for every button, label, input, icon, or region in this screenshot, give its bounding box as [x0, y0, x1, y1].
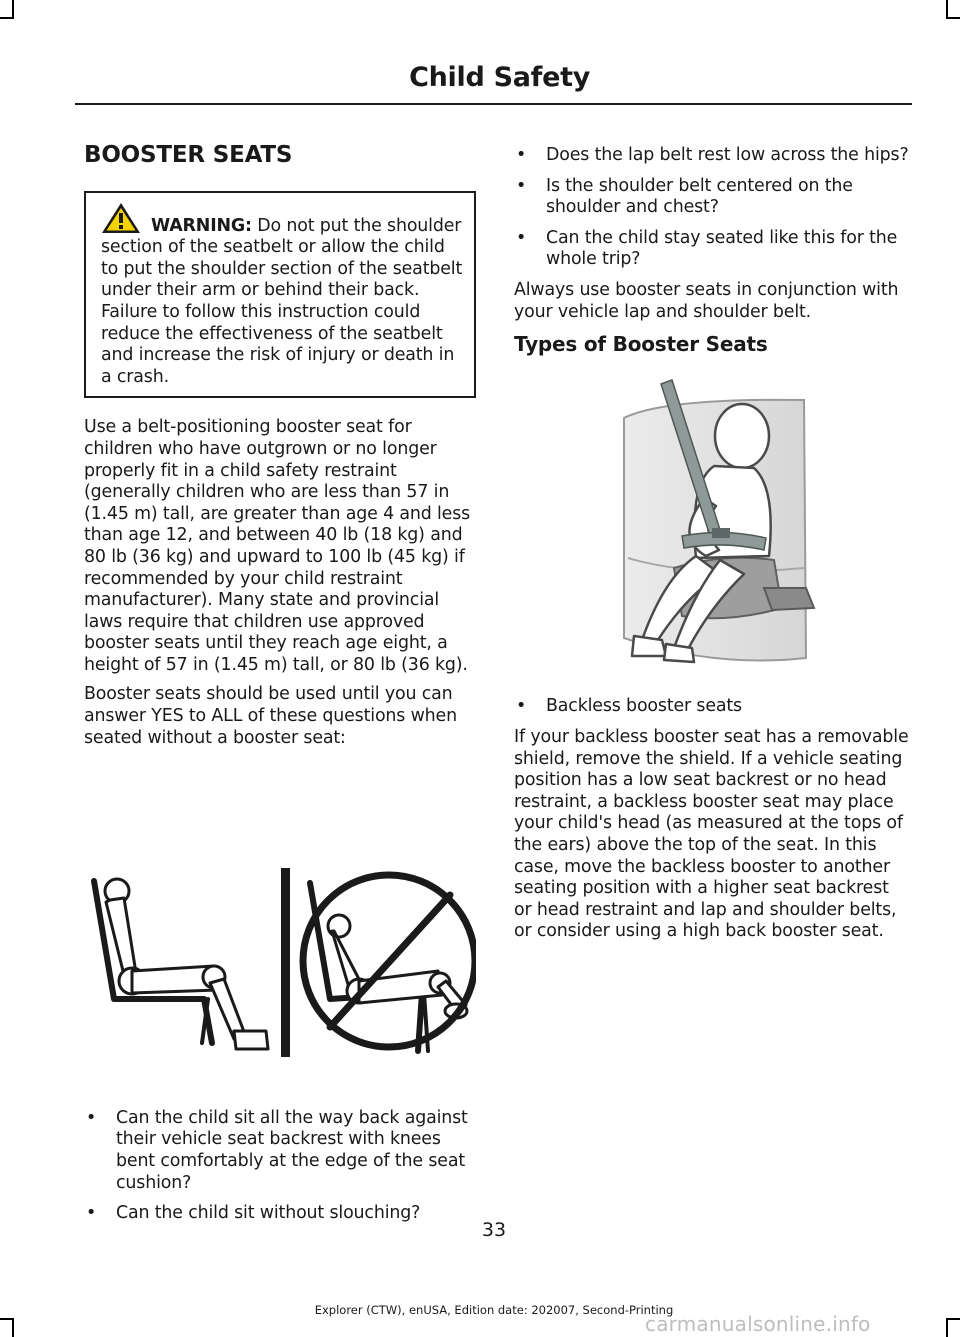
- crop-mark: [946, 0, 948, 18]
- lap-shoulder-belt-paragraph: Always use booster seats in conjunction with your vehicle lap and shoulder belt.: [514, 279, 899, 322]
- backless-booster-paragraph: If your backless booster seat has a removable shield, remove the shield. If a vehicle seating position has a low seat backrest or no head restraint, a backless booster seat may place your child's head (as measured at the tops of the ears) above the top of the seat. In this case, move the backless booster to another seating position with a higher seat backrest or head restraint and lap and shoulder belts, or consider using a high back booster seat.: [514, 726, 909, 942]
- crop-mark: [946, 1318, 948, 1337]
- crop-mark: [12, 0, 14, 18]
- warning-text: [101, 216, 466, 389]
- left-column: [84, 142, 476, 1234]
- posture-questions-list-1: [84, 1108, 476, 1225]
- list-item: • Backless booster seats: [514, 696, 910, 718]
- crop-mark: [12, 1318, 14, 1337]
- page-header-title: Child Safety: [409, 62, 590, 93]
- booster-intro-paragraph: Use a belt-positioning booster seat for children who have outgrown or no longer properly fit in a child safety restraint (generally children who are less than 57 in (1.45 m) tall, are greater than age 4 and less than age 12, and between 40 lb (18 kg) and 80 lb (36 kg) and upward to 100 lb (45 kg) if recommended by your child restraint manufacturer). Many state and provincial laws require that children use approved booster seats until they reach age eight, a height of 57 in (1.45 m) tall, or 80 lb (36 kg).: [84, 417, 471, 675]
- warning-label: WARNING:: [151, 215, 252, 236]
- right-column: [514, 145, 910, 951]
- list-item: • Is the shoulder belt centered on the shoulder and chest?: [514, 176, 910, 219]
- warning-triangle-icon: [99, 200, 143, 236]
- warning-message: Do not put the shoulder section of the seatbelt or allow the child to put the shoulder section of the seatbelt under their arm or behind their back. Failure to follow this instruction could reduce the effectiveness of the seatbelt and increase the risk of injury or death in a crash.: [101, 215, 463, 387]
- page-number: 33: [481, 1219, 507, 1241]
- warning-box: [84, 191, 476, 399]
- list-item: • Does the lap belt rest low across the hips?: [514, 145, 910, 167]
- crop-mark: [0, 1318, 14, 1320]
- seat-posture-illustration: [84, 761, 476, 1057]
- booster-types-list: [514, 696, 910, 718]
- header-rule: [75, 103, 912, 105]
- backless-booster-illustration: [514, 378, 910, 674]
- crop-mark: [946, 1318, 960, 1320]
- list-item: • Can the child sit without slouching?: [84, 1203, 476, 1225]
- booster-questions-intro: Booster seats should be used until you can answer YES to ALL of these questions when seated without a booster seat:: [84, 684, 457, 748]
- list-item: • Can the child stay seated like this for the whole trip?: [514, 228, 910, 271]
- watermark: carmanualsonline.info: [645, 1312, 871, 1336]
- section-title: BOOSTER SEATS: [84, 142, 293, 168]
- footer-edition: Explorer (CTW), enUSA, Edition date: 202007, Second-Printing: [314, 1303, 674, 1317]
- crop-mark: [0, 17, 14, 19]
- posture-questions-list-2: [514, 145, 910, 271]
- types-subheading: Types of Booster Seats: [514, 332, 768, 357]
- list-item: • Can the child sit all the way back against their vehicle seat backrest with knees bent comfortably at the edge of the seat cushion?: [84, 1108, 476, 1194]
- crop-mark: [946, 17, 960, 19]
